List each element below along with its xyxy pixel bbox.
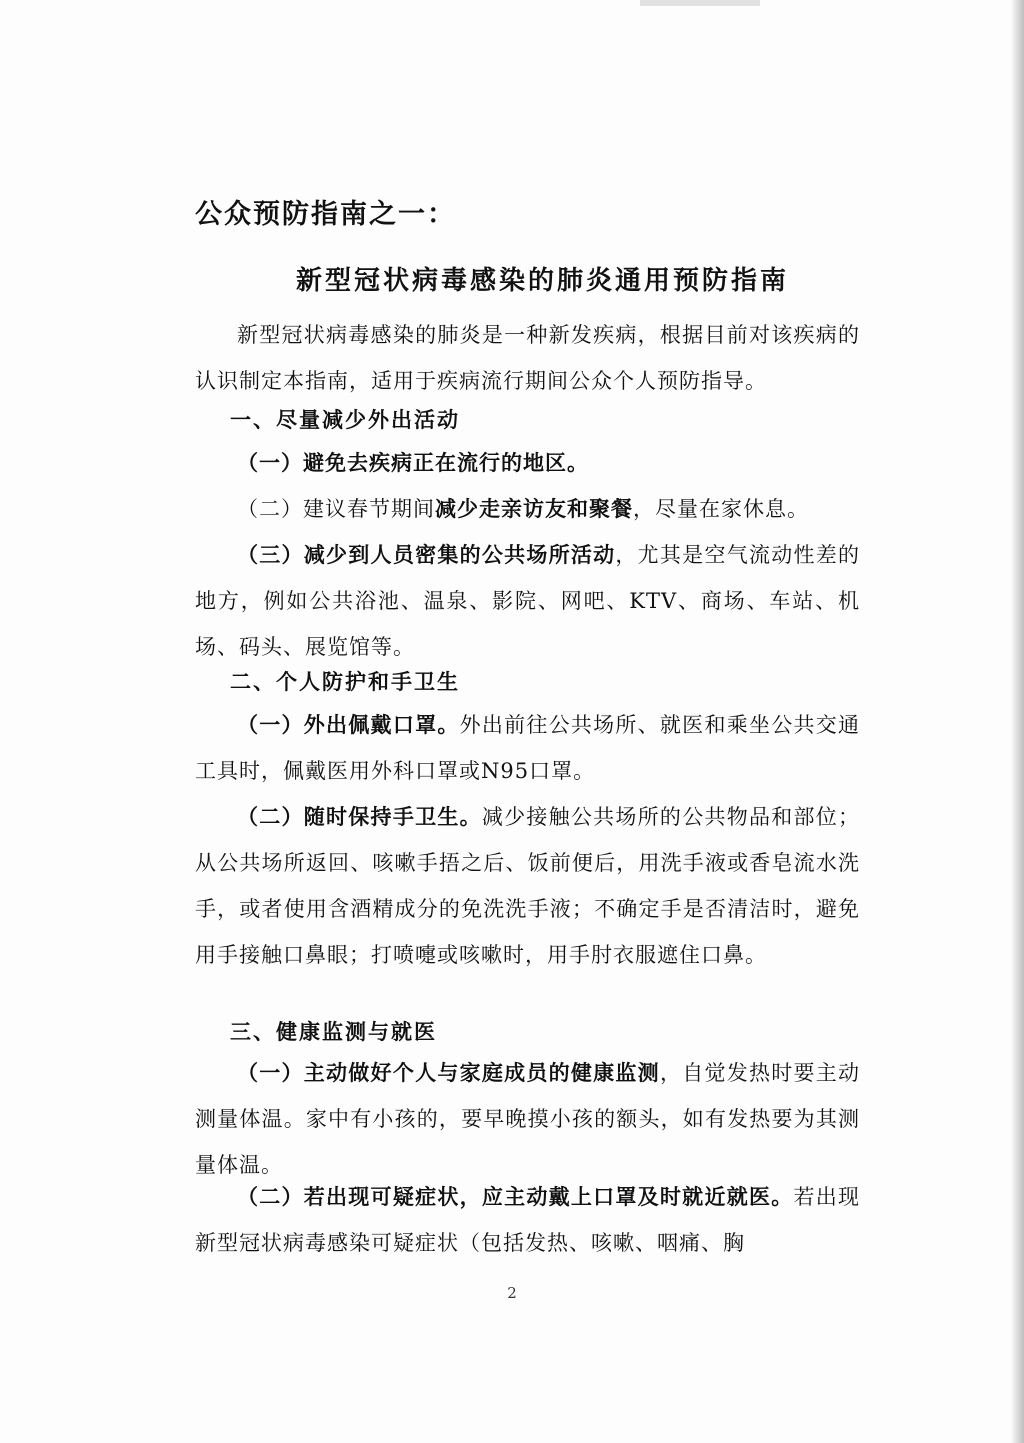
item-body-text: 外出前往公共场所、就医和乘坐公共交通工具时，佩戴医用外科口罩或N95口罩。 — [195, 713, 860, 783]
item-body-text: ，尤其是空气流动性差的地方，例如公共浴池、温泉、影院、网吧、KTV、商场、车站、机场、码头、展览馆等。 — [195, 543, 860, 659]
item-body-text: ，自觉发热时要主动测量体温。家中有小孩的，要早晚摸小孩的额头，如有发热要为其测量体温。 — [195, 1061, 861, 1177]
section-3-item-2 — [195, 1174, 860, 1266]
document-title: 新型冠状病毒感染的肺炎通用预防指南 — [296, 266, 790, 296]
section-2-item-2 — [195, 794, 860, 978]
section-2-item-1 — [195, 702, 860, 794]
page-number: 2 — [507, 1284, 517, 1302]
item-lead-text: （二）建议春节期间 — [237, 497, 435, 521]
section-1-item-2 — [195, 486, 860, 532]
item-bold-text: 减少走亲访友和聚餐 — [435, 496, 633, 521]
item-bold-text: （三）减少到人员密集的公共场所活动 — [237, 542, 616, 567]
series-title: 公众预防指南之一： — [195, 199, 456, 230]
item-body-text: 减少接触公共场所的公共物品和部位；从公共场所返回、咳嗽手捂之后、饭前便后，用洗手液或香皂流水洗手，或者使用含酒精成分的免洗洗手液；不确定手是否清洁时，避免用手接触口鼻眼；打喷嚏或咳嗽时，用手肘衣服遮住口鼻。 — [195, 805, 861, 967]
section-heading-2: 二、个人防护和手卫生 — [230, 669, 460, 694]
section-heading-1: 一、尽量减少外出活动 — [230, 407, 460, 432]
scan-artifact — [640, 0, 760, 6]
item-bold-text: （一）避免去疾病正在流行的地区。 — [237, 450, 589, 475]
item-bold-text: （二）若出现可疑症状，应主动戴上口罩及时就近就医。 — [237, 1184, 794, 1209]
item-body-text: 若出现新型冠状病毒感染可疑症状（包括发热、咳嗽、咽痛、胸 — [195, 1185, 861, 1255]
section-1-item-3 — [195, 532, 860, 670]
item-bold-text: （一）主动做好个人与家庭成员的健康监测 — [237, 1060, 660, 1085]
item-bold-text: （一）外出佩戴口罩。 — [237, 712, 460, 737]
intro-paragraph: 新型冠状病毒感染的肺炎是一种新发疾病，根据目前对该疾病的认识制定本指南，适用于疾病流行期间公众个人预防指导。 — [195, 323, 860, 393]
section-1-item-1 — [195, 440, 860, 486]
section-3-item-1 — [195, 1050, 860, 1188]
item-body-text: ，尽量在家休息。 — [633, 497, 809, 521]
scan-edge-shadow — [1010, 0, 1024, 1443]
section-heading-3: 三、健康监测与就医 — [230, 1019, 437, 1044]
item-bold-text: （二）随时保持手卫生。 — [237, 804, 482, 829]
